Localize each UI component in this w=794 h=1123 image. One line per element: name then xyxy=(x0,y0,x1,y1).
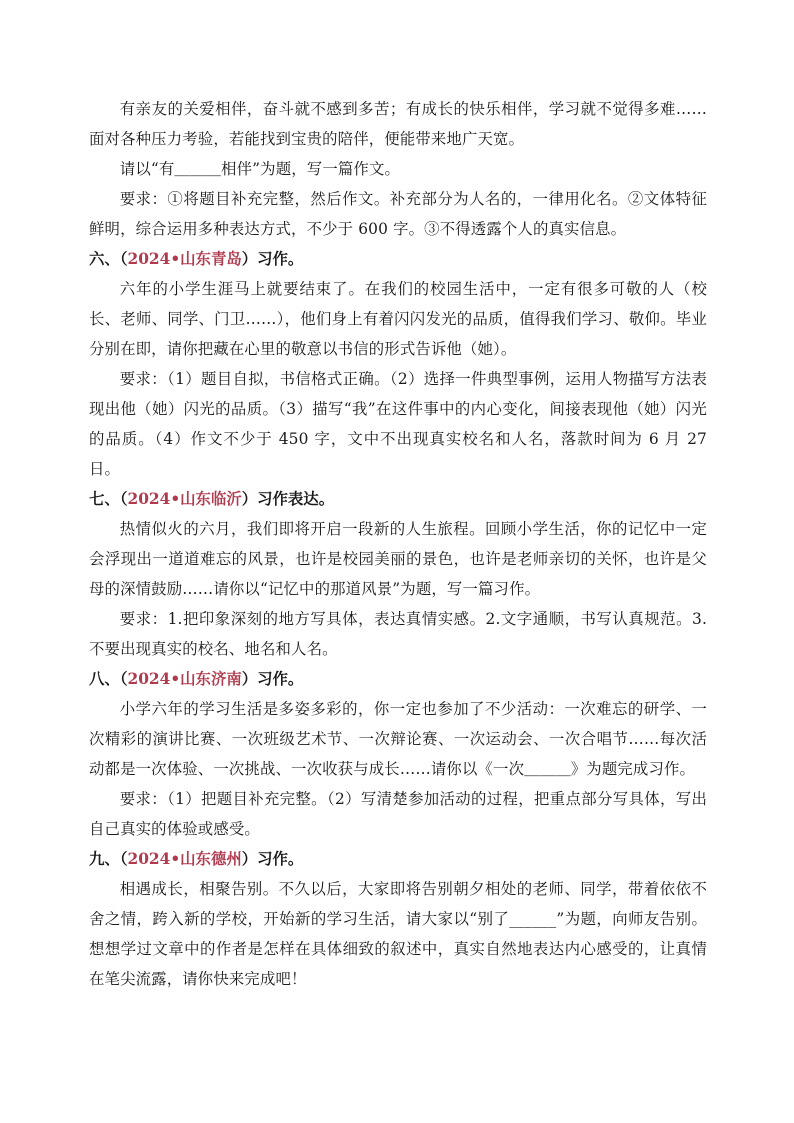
requirements-paragraph: 要求：（1）把题目补充完整。（2）写清楚参加活动的过程，把重点部分写具体，写出自己真实的体验或感受。 xyxy=(89,790,707,838)
question-heading-6 xyxy=(89,244,707,274)
requirements-paragraph: 要求：①将题目补充完整，然后作文。补充部分为人名的，一律用化名。②文体特征鲜明，综合运用多种表达方式，不少于 600 字。③不得透露个人的真实信息。 xyxy=(89,190,707,238)
heading-suffix: ）习作。 xyxy=(241,670,304,688)
heading-prefix: 六、（ xyxy=(89,250,128,268)
heading-prefix: 八、（ xyxy=(89,670,128,688)
heading-suffix: ）习作。 xyxy=(241,250,304,268)
prompt-paragraph: 热情似火的六月，我们即将开启一段新的人生旅程。回顾小学生活，你的记忆中一定会浮现出一道道难忘的风景，也许是校园美丽的景色，也许是老师亲切的关怀，也许是父母的深情鼓励……请你以“记忆中的那道风景”为题，写一篇习作。 xyxy=(89,520,707,598)
prompt-paragraph: 有亲友的关爱相伴，奋斗就不感到多苦；有成长的快乐相伴，学习就不觉得多难……面对各种压力考验，若能找到宝贵的陪伴，便能带来地广天宽。 xyxy=(89,100,707,148)
prompt-paragraph: 相遇成长，相聚告别。不久以后，大家即将告别朝夕相处的老师、同学，带着依依不舍之情，跨入新的学校，开始新的学习生活，请大家以“别了______”为题，向师友告别。想想学过文章中的作者是怎样在具体细致的叙述中，真实自然地表达内心感受的，让真情在笔尖流露，请你快来完成吧！ xyxy=(89,880,707,988)
heading-suffix: ）习作表达。 xyxy=(241,490,335,508)
heading-prefix: 七、（ xyxy=(89,490,128,508)
prompt-paragraph: 六年的小学生涯马上就要结束了。在我们的校园生活中，一定有很多可敬的人（校长、老师、同学、门卫……），他们身上有着闪闪发光的品质，值得我们学习、敬仰。毕业分别在即，请你把藏在心里的敬意以书信的形式告诉他（她）。 xyxy=(89,280,707,358)
requirements-paragraph: 要求：（1）题目自拟，书信格式正确。（2）选择一件典型事例，运用人物描写方法表现出他（她）闪光的品质。（3）描写“我”在这件事中的内心变化，间接表现他（她）闪光的品质。（4）作文不少于 450 字，文中不出现真实校名和人名，落款时间为 6 月 27 日。 xyxy=(89,370,707,478)
question-heading-7 xyxy=(89,484,707,514)
question-heading-9 xyxy=(89,844,707,874)
heading-prefix: 九、（ xyxy=(89,850,128,868)
question-heading-8 xyxy=(89,664,707,694)
document-content xyxy=(89,94,707,994)
heading-source: 2024•山东德州 xyxy=(127,850,242,868)
heading-suffix: ）习作。 xyxy=(241,850,304,868)
heading-source: 2024•山东青岛 xyxy=(127,250,242,268)
prompt-paragraph: 小学六年的学习生活是多姿多彩的，你一定也参加了不少活动：一次难忘的研学、一次精彩的演讲比赛、一次班级艺术节、一次辩论赛、一次运动会、一次合唱节……每次活动都是一次体验、一次挑战、一次收获与成长……请你以《一次＿＿＿》为题完成习作。 xyxy=(89,700,707,778)
heading-source: 2024•山东济南 xyxy=(127,670,242,688)
prompt-paragraph: 请以“有＿＿＿相伴”为题，写一篇作文。 xyxy=(119,160,401,178)
requirements-paragraph: 要求：1.把印象深刻的地方写具体，表达真情实感。2.文字通顺，书写认真规范。3.不要出现真实的校名、地名和人名。 xyxy=(89,610,707,658)
heading-source: 2024•山东临沂 xyxy=(127,490,242,508)
